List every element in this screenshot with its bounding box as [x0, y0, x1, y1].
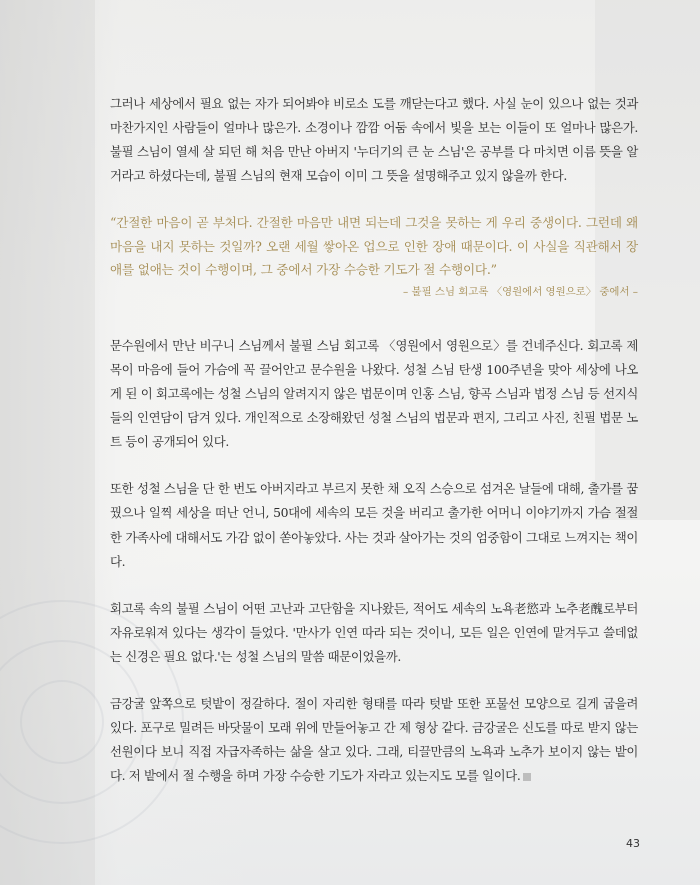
- paragraph-2: 문수원에서 만난 비구니 스님께서 불필 스님 회고록 〈영원에서 영원으로〉를 건네주신다. 회고록 제목이 마음에 들어 가슴에 꼭 끌어안고 문수원을 나왔다. 성철 스님 탄생 100주년을 맞아 세상에 나오게 된 이 회고록에는 성철 스님의 알려지지 않은 법문이며 인홍 스님, 향곡 스님과 법정 스님 등 선지식들의 인연담이 담겨 있다. 개인적으로 소장해왔던 성철 스님의 법문과 편지, 그리고 사진, 친필 법문 노트 등이 공개되어 있다.: [110, 337, 638, 450]
- paragraph-3: 또한 성철 스님을 단 한 번도 아버지라고 부르지 못한 채 오직 스승으로 섬겨온 날들에 대해, 출가를 꿈꿨으나 일찍 세상을 떠난 언니, 50대에 세속의 모든 것을 버리고 출가한 어머니 이야기까지 가슴 절절한 가족사에 대해서도 가감 없이 쏟아놓았다. 사는 것과 살아가는 것의 엄중함이 그대로 느껴지는 책이다.: [110, 481, 638, 569]
- end-mark-icon: [523, 773, 531, 781]
- paragraph-1: 그러나 세상에서 필요 없는 자가 되어봐야 비로소 도를 깨닫는다고 했다. 사실 눈이 있으나 없는 것과 마찬가지인 사람들이 얼마나 많은가. 소경이나 깜깜 어둠 속에서 빛을 보는 이들이 또 얼마나 많은가. 불필 스님이 열세 살 되던 해 처음 만난 아버지 '누더기의 큰 눈 스님'은 공부를 다 마치면 이름 뜻을 알 거라고 하셨다는데, 불필 스님의 현재 모습이 이미 그 뜻을 설명해주고 있지 않을까 한다.: [110, 96, 638, 184]
- paragraph-4: 회고록 속의 불필 스님이 어떤 고난과 고단함을 지나왔든, 적어도 세속의 노욕老慾과 노추老醜로부터 자유로워져 있다는 생각이 들었다. '만사가 인연 따라 되는 것이니, 모든 일은 인연에 맡겨두고 쓸데없는 신경은 필요 없다.'는 성철 스님의 말씀 때문이었을까.: [110, 600, 638, 664]
- quotation: “간절한 마음이 곧 부처다. 간절한 마음만 내면 되는데 그것을 못하는 게 우리 중생이다. 그런데 왜 마음을 내지 못하는 것일까? 오랜 세월 쌓아온 업으로 인한 장애 때문이다. 이 사실을 직관해서 장애를 없애는 것이 수행이며, 그 중에서 가장 수승한 기도가 절 수행이다.”: [110, 215, 638, 278]
- paragraph-5: [110, 692, 638, 788]
- page-number: 43: [626, 837, 640, 850]
- article-body: [110, 92, 638, 811]
- quotation-source: – 불필 스님 회고록 〈영원에서 영원으로〉 중에서 –: [403, 285, 638, 298]
- paragraph-5-text: 금강굴 앞쪽으로 텃밭이 정갈하다. 절이 자리한 형태를 따라 텃밭 또한 포물선 모양으로 길게 굽을려 있다. 포구로 밀려든 바닷물이 모래 위에 만들어놓고 간 제 형상 같다. 금강굴은 신도를 따로 받지 않는 선원이다 보니 직접 자급자족하는 삶을 살고 있다. 그래, 티끌만큼의 노욕과 노추가 보이지 않는 밭이다. 저 밭에서 절 수행을 하며 가장 수승한 기도가 자라고 있는지도 모를 일이다.: [110, 696, 638, 784]
